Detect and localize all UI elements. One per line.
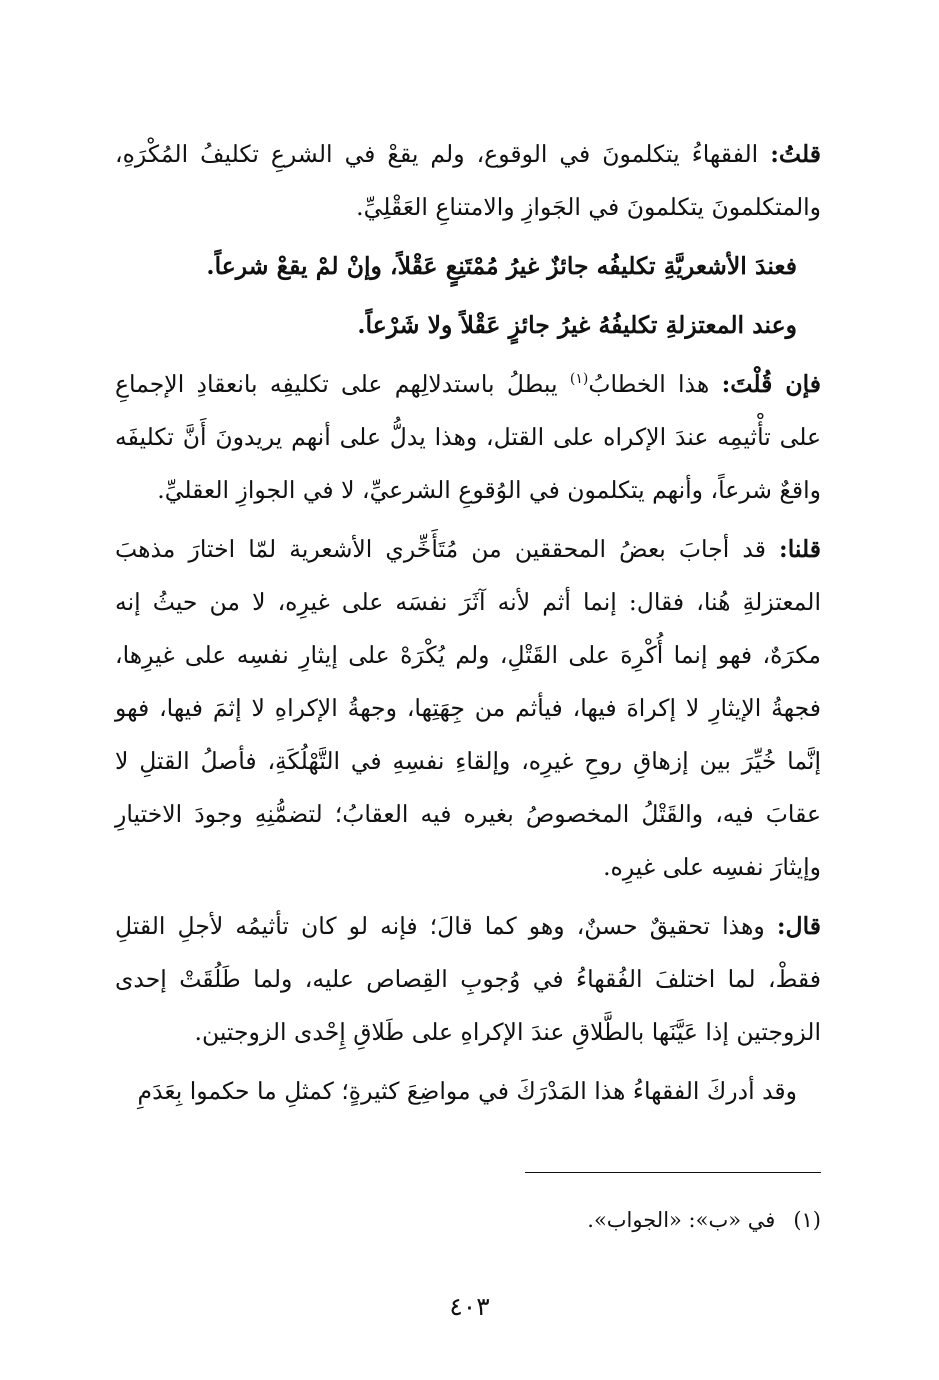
paragraph-4-lead: فإن قُلْتَ: [721, 370, 821, 398]
paragraph-5-text: قد أجابَ بعضُ المحققين من مُتَأَخِّري الأشعرية لمّا اختارَ مذهبَ المعتزلةِ هُنا، فقال: إنما أثم لأنه آثَرَ نفسَه على غيرِه، لا من حيثُ إنه مكرَهٌ، فهو إنما أُكْرِهَ على القَتْلِ، ولم يُكْرَهْ على إيثارِ نفسِه على غيرِها، فجهةُ الإيثارِ لا إكراهَ فيها، فيأثم من جِهَتِها، وجهةُ الإكراهِ لا إثمَ فيها، فهو إنَّما خُيِّرَ بين إزهاقِ روحِ غيرِه، وإلقاءِ نفسِهِ في التَّهْلُكَةِ، فأصلُ القتلِ لا عقابَ فيه، والقَتْلُ المخصوصُ بغيره فيه العقابُ؛ لتضمُّنِهِ وجودَ الاختيارِ وإيثارَ نفسِه على غيرِه. [115, 535, 821, 881]
paragraph-1-text: الفقهاءُ يتكلمونَ في الوقوع، ولم يقعْ في الشرعِ تكليفُ المُكْرَهِ، والمتكلمونَ يتكلمونَ في الجَوازِ والامتناعِ العَقْلِيِّ. [115, 140, 821, 221]
paragraph-1-lead: قلتُ: [770, 140, 821, 168]
footnote-text: في «ب»: «الجواب». [587, 1208, 776, 1232]
footnote-separator [525, 1172, 821, 1173]
paragraph-6 [115, 900, 821, 1059]
paragraph-4 [115, 358, 821, 517]
paragraph-1 [115, 128, 821, 234]
paragraph-7 [115, 1065, 821, 1118]
footnote-reference[interactable]: (١) [569, 371, 589, 388]
paragraph-5-lead: قلنا: [779, 535, 821, 563]
paragraph-5 [115, 523, 821, 894]
paragraph-3-text: وعند المعتزلةِ تكليفُهُ غيرُ جائزٍ عَقْلاً ولا شَرْعاً. [357, 311, 797, 339]
paragraph-4-text-before-ref: هذا الخطابُ [588, 370, 722, 398]
page-number: ٤٠٣ [449, 1292, 490, 1321]
paragraph-6-text: وهذا تحقيقٌ حسنٌ، وهو كما قالَ؛ فإنه لو كان تأثيمُه لأجلِ القتلِ فقطْ، لما اختلفَ الفُقهاءُ في وُجوبِ القِصاص عليه، ولما طَلُقَتْ إحدى الزوجتين إذا عَيَّنَها بالطَّلاقِ عندَ الإكراهِ على طَلاقِ إِحْدى الزوجتين. [115, 912, 821, 1046]
paragraph-2 [115, 240, 821, 293]
page-body [115, 128, 821, 1124]
paragraph-7-text: وقد أدركَ الفقهاءُ هذا المَدْرَكَ في مواضِعَ كثيرةٍ؛ كمثلِ ما حكموا بِعَدَمِ [137, 1077, 797, 1105]
paragraph-2-text: فعندَ الأشعريَّةِ تكليفُه جائزٌ غيرُ مُمْتَنِعٍ عَقْلاً، وإنْ لمْ يقعْ شرعاً. [206, 252, 797, 280]
paragraph-6-lead: قال: [776, 912, 821, 940]
footnote [115, 1200, 821, 1240]
paragraph-3 [115, 299, 821, 352]
footnote-number: (١) [793, 1208, 821, 1232]
paragraph-4-text: يبطلُ باستدلالِهم على تكليفِه بانعقادِ الإجماعِ على تأْثيمِه عندَ الإكراه على القتل، وهذا يدلُّ على أنهم يريدونَ أَنَّ تكليفَه واقعٌ شرعاً، وأنهم يتكلمون في الوُقوعِ الشرعيِّ، لا في الجوازِ العقليِّ. [115, 370, 821, 504]
